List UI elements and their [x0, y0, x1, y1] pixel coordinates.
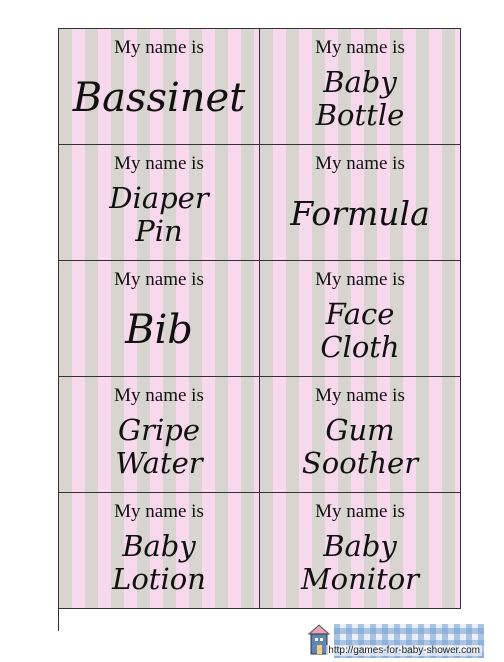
site-url-link[interactable]: http://games-for-baby-shower.com: [328, 645, 480, 656]
name-tag-sheet: [58, 28, 461, 631]
card-name: [109, 175, 208, 254]
card-name-line: Formula: [290, 194, 430, 234]
card-label: My name is: [114, 385, 204, 406]
card-label: My name is: [114, 501, 204, 522]
name-tag-card: [260, 29, 461, 145]
card-name-line: Monitor: [300, 561, 420, 596]
card-name: [320, 291, 399, 370]
card-name-line: Baby: [323, 529, 397, 564]
card-name-line: Diaper: [109, 181, 209, 216]
card-name: [115, 407, 202, 486]
card-name-line: Gripe: [117, 413, 200, 448]
card-name-line: Pin: [135, 213, 183, 248]
card-name-line: Face: [325, 297, 395, 332]
name-tag-card: [59, 261, 260, 377]
card-label: My name is: [315, 37, 405, 58]
name-tag-card: [59, 493, 260, 609]
card-name: [112, 523, 206, 602]
card-name: [73, 59, 246, 138]
card-name-line: Bottle: [315, 97, 405, 132]
card-name: [316, 59, 405, 138]
card-name-line: Soother: [301, 445, 419, 480]
name-tag-card: [260, 145, 461, 261]
name-tag-card: [59, 29, 260, 145]
card-label: My name is: [315, 153, 405, 174]
card-name-line: Bassinet: [72, 75, 246, 122]
card-name-line: Cloth: [320, 329, 400, 364]
name-tag-card: [260, 261, 461, 377]
card-name-line: Gum: [325, 413, 395, 448]
name-tag-card: [59, 377, 260, 493]
card-label: My name is: [315, 385, 405, 406]
card-name: [125, 291, 193, 370]
name-tag-card: [59, 145, 260, 261]
card-name-line: Baby: [122, 529, 196, 564]
card-name: [302, 407, 418, 486]
card-label: My name is: [114, 269, 204, 290]
card-name-line: Lotion: [112, 561, 206, 596]
card-name-line: Water: [115, 445, 203, 480]
card-name: [301, 523, 419, 602]
card-name-line: Bib: [125, 307, 193, 354]
card-name-line: Baby: [323, 65, 397, 100]
card-label: My name is: [315, 269, 405, 290]
card-label: My name is: [315, 501, 405, 522]
name-tag-card: [260, 377, 461, 493]
name-tag-card: [260, 493, 461, 609]
card-name: [290, 175, 430, 254]
card-label: My name is: [114, 37, 204, 58]
card-label: My name is: [114, 153, 204, 174]
